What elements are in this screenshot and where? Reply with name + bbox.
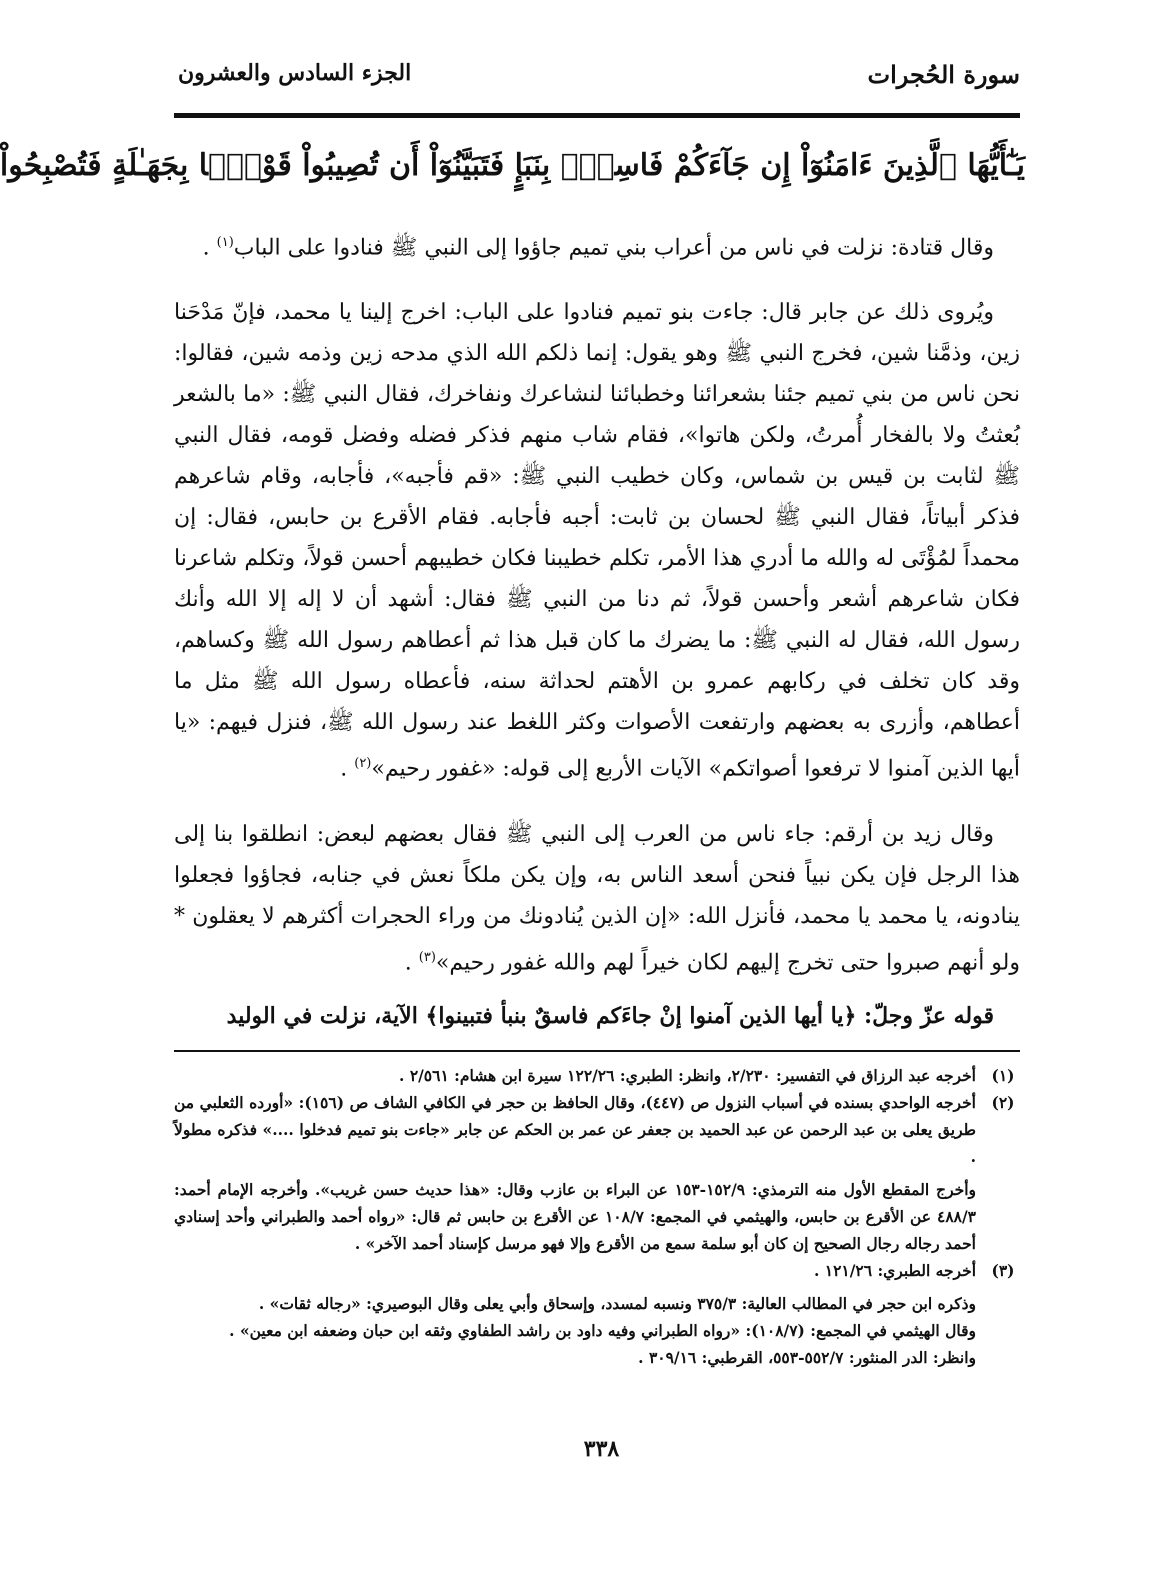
footnote-ref: (١) <box>216 235 234 250</box>
footnote-number: (٢) <box>991 1093 1015 1112</box>
footnote-number: (١) <box>991 1066 1015 1085</box>
footnote-number: (٣) <box>991 1261 1015 1280</box>
footnote-rule <box>174 1050 1020 1052</box>
main-text <box>174 222 1020 983</box>
paragraph-walid: قوله عزّ وجلّ: ﴿يا أيها الذين آمنوا إنْ جاءَكم فاسقٌ بنبأ فتبينوا﴾ الآية، نزلت في الوليد <box>226 1003 994 1029</box>
footnote-2 <box>174 1089 1020 1257</box>
paragraph-jabir: ويُروى ذلك عن جابر قال: جاءت بنو تميم فنادوا على الباب: اخرج إلينا يا محمد، فإنّ مَدْحَنا زين، وذمَّنا شين، فخرج النبي ﷺ وهو يقول: إنما ذلكم الله الذي مدحه زين وذمه شين، فقالوا: نحن ناس من بني تميم جئنا بشعرائنا وخطبائنا لنشاعرك ونفاخرك، فقال النبي ﷺ: «ما بالشعر بُعثتُ ولا بالفخار أُمرتُ، ولكن هاتوا»، فقام شاب منهم فذكر فضله وفضل قومه، فقال النبي ﷺ لثابت بن قيس بن شماس، وكان خطيب النبي ﷺ: «قم فأجبه»، فأجابه، وقام شاعرهم فذكر أبياتاً، فقال النبي ﷺ لحسان بن ثابت: أجبه فأجابه. فقام الأقرع بن حابس، فقال: إن محمداً لمُؤْتَى له والله ما أدري هذا الأمر، تكلم خطيبنا فكان خطيبهم أحسن قولاً، وتكلم شاعرنا فكان شاعرهم أشعر وأحسن قولاً، ثم دنا من النبي ﷺ فقال: أشهد أن لا إله إلا الله وأنك رسول الله، فقال له النبي ﷺ: ما يضرك ما كان قبل هذا ثم أعطاهم رسول الله ﷺ وكساهم، وقد كان تخلف في ركابهم عمرو بن الأهتم لحداثة سنه، فأعطاه رسول الله ﷺ مثل ما أعطاهم، وأزرى به بعضهم وارتفعت الأصوات وكثر اللغط عند رسول الله ﷺ، فنزل فيهم: «يا أيها الذين آمنوا لا ترفعوا أصواتكم» الآيات الأربع إلى قوله: «غفور رحيم»$^{(٢)}$ . <box>174 300 1020 782</box>
footnote-text: وأخرج المقطع الأول منه الترمذي: ١٥٢/٩-١٥٣ عن البراء بن عازب وقال: «هذا حديث حسن غريب». وأخرجه الإمام أحمد: ٤٨٨/٣ عن الأقرع بن حابس، والهيثمي في المجمع: ١٠٨/٧ عن الأقرع بن حابس ثم قال: «رواه أحمد والطبراني وأحد إسنادي أحمد رجاله رجال الصحيح إن كان أبو سلمة سمع من الأقرع وإلا فهو مرسل كإسناد أحمد الآخر» . <box>174 1180 976 1253</box>
footnote-text: أخرجه الطبري: ١٢١/٢٦ . <box>813 1261 976 1280</box>
footnote-ref: (٣) <box>418 949 436 965</box>
quran-verse: يَـٰٓأَيُّهَا ٱلَّذِينَ ءَامَنُوٓاْ إِن جَآءَكُمْ فَاسِقُۢ بِنَبَإٍ فَتَبَيَّنُوٓاْ أَن تُصِيبُواْ قَوْمَۢا بِجَهَـٰلَةٍ فَتُصْبِحُواْ <box>0 148 1025 183</box>
juz-title: الجزء السادس والعشرون <box>178 60 412 86</box>
paragraph-text: وقال زيد بن أرقم: جاء ناس من العرب إلى النبي ﷺ فقال بعضهم لبعض: انطلقوا بنا إلى هذا الرجل فإن يكن نبياً فنحن أسعد الناس به، وإن يكن ملكاً نعش في جنابه، فجاؤوا فجعلوا ينادونه، يا محمد يا محمد، فأنزل الله: «إن الذين يُنادونك من وراء الحجرات أكثرهم لا يعقلون * ولو أنهم صبروا حتى تخرج إليهم لكان خيراً لهم والله غفور رحيم» <box>174 821 1020 975</box>
surah-title: سورة الحُجرات <box>867 60 1020 89</box>
footnote-text: وقال الهيثمي في المجمع: (١٠٨/٧): «رواه الطبراني وفيه داود بن راشد الطفاوي وثقه ابن حبان وضعفه ابن معين» . <box>229 1321 976 1340</box>
footnote-text: وذكره ابن حجر في المطالب العالية: ٣٧٥/٣ ونسبه لمسدد، وإسحاق وأبي يعلى وقال البوصيري: «رجاله ثقات» . <box>258 1294 976 1313</box>
footnote-ref: (٢) <box>354 756 372 772</box>
paragraph-qatada: وقال قتادة: نزلت في ناس من أعراب بني تميم جاؤوا إلى النبي ﷺ فنادوا على الباب$^{(١)}$ . <box>202 235 994 261</box>
footnote-text: وانظر: الدر المنثور: ٥٥٢/٧-٥٥٣، القرطبي: ٣٠٩/١٦ . <box>638 1348 976 1367</box>
footnotes <box>174 1062 1020 1371</box>
footnote-text: أخرجه عبد الرزاق في التفسير: ٢/٢٣٠، وانظر: الطبري: ١٢٢/٢٦ سيرة ابن هشام: ٢/٥٦١ . <box>399 1066 976 1085</box>
header-rule <box>174 113 1020 118</box>
running-header <box>178 60 1020 100</box>
footnote-text: أخرجه الواحدي بسنده في أسباب النزول ص (٤٤٧)، وقال الحافظ بن حجر في الكافي الشاف ص (١٥٦): «أورده الثعلبي من طريق يعلى بن عبد الرحمن عن عبد الحميد بن جعفر عن عمر بن الحكم عن جابر «جاءت بنو تميم فدخلوا ....» فذكره مطولاً . <box>174 1093 976 1166</box>
paragraph-text: وقال قتادة: نزلت في ناس من أعراب بني تميم جاؤوا إلى النبي ﷺ فنادوا على الباب <box>233 235 994 261</box>
page-number: ٣٣٨ <box>583 1436 620 1462</box>
paragraph-text: ويُروى ذلك عن جابر قال: جاءت بنو تميم فنادوا على الباب: اخرج إلينا يا محمد، فإنّ مَدْحَنا زين، وذمَّنا شين، فخرج النبي ﷺ وهو يقول: إنما ذلكم الله الذي مدحه زين وذمه شين، فقالوا: نحن ناس من بني تميم جئنا بشعرائنا وخطبائنا لنشاعرك ونفاخرك، فقال النبي ﷺ: «ما بالشعر بُعثتُ ولا بالفخار أُمرتُ، ولكن هاتوا»، فقام شاب منهم فذكر فضله وفضل قومه، فقال النبي ﷺ لثابت بن قيس بن شماس، وكان خطيب النبي ﷺ: «قم فأجبه»، فأجابه، وقام شاعرهم فذكر أبياتاً، فقال النبي ﷺ لحسان بن ثابت: أجبه فأجابه. فقام الأقرع بن حابس، فقال: إن محمداً لمُؤْتَى له والله ما أدري هذا الأمر، تكلم خطيبنا فكان خطيبهم أحسن قولاً، وتكلم شاعرنا فكان شاعرهم أشعر وأحسن قولاً، ثم دنا من النبي ﷺ فقال: أشهد أن لا إله إلا الله وأنك رسول الله، فقال له النبي ﷺ: ما يضرك ما كان قبل هذا ثم أعطاهم رسول الله ﷺ وكساهم، وقد كان تخلف في ركابهم عمرو بن الأهتم لحداثة سنه، فأعطاه رسول الله ﷺ مثل ما أعطاهم، وأزرى به بعضهم وارتفعت الأصوات وكثر اللغط عند رسول الله ﷺ، فنزل فيهم: «يا أيها الذين آمنوا لا ترفعوا أصواتكم» الآيات الأربع إلى قوله: «غفور رحيم» <box>174 300 1020 782</box>
paragraph-zayd: وقال زيد بن أرقم: جاء ناس من العرب إلى النبي ﷺ فقال بعضهم لبعض: انطلقوا بنا إلى هذا الرجل فإن يكن نبياً فنحن أسعد الناس به، وإن يكن ملكاً نعش في جنابه، فجاؤوا فجعلوا ينادونه، يا محمد يا محمد، فأنزل الله: «إن الذين يُنادونك من وراء الحجرات أكثرهم لا يعقلون * ولو أنهم صبروا حتى تخرج إليهم لكان خيراً لهم والله غفور رحيم»$^{(٣)}$ . <box>174 821 1020 975</box>
footnote-3 <box>174 1257 1020 1371</box>
footnote-1 <box>174 1062 1020 1089</box>
